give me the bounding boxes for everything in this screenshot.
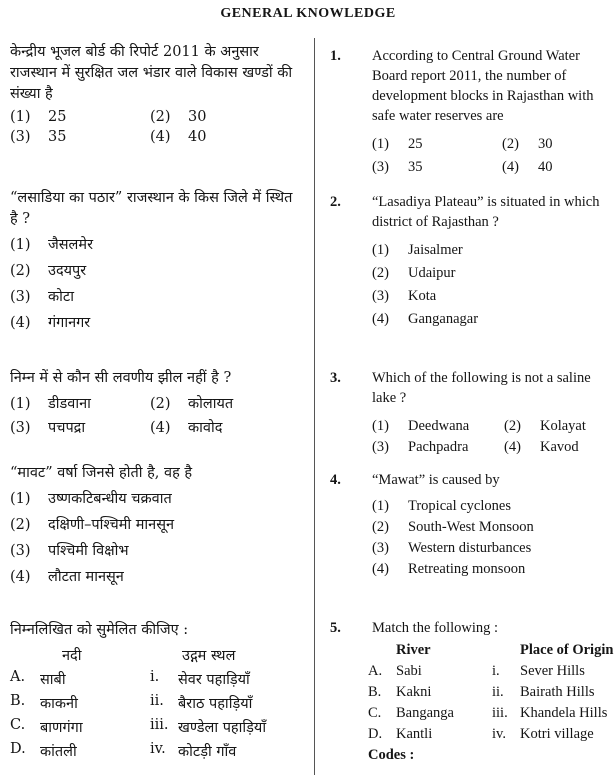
page-title: GENERAL KNOWLEDGE (220, 6, 396, 21)
option-2[interactable] (150, 393, 290, 413)
english-question-1 (330, 46, 616, 186)
question-text: “मावट” वर्षा जिनसे होती है, वह है (10, 465, 193, 481)
option-text: Ganganagar (408, 311, 479, 327)
option-number: (3) (372, 159, 389, 175)
option-3[interactable] (372, 439, 504, 456)
codes-label: Codes : (368, 747, 415, 763)
row-letter: C. (368, 705, 382, 721)
option-2[interactable] (10, 260, 302, 280)
option-2[interactable] (504, 418, 614, 435)
option-text: 40 (188, 129, 207, 145)
origin-place: सेवर पहाड़ियाँ (178, 672, 250, 688)
option-number: (2) (502, 136, 519, 152)
option-text: 35 (408, 159, 423, 175)
row-letter: C. (10, 717, 26, 733)
options (10, 488, 302, 586)
option-number: (3) (372, 288, 389, 304)
row-numeral: ii. (150, 693, 164, 709)
option-text: Western disturbances (408, 540, 532, 556)
question-number: 5. (330, 620, 341, 636)
option-2[interactable] (150, 109, 290, 125)
option-number: (4) (150, 420, 171, 436)
option-text: Retreating monsoon (408, 561, 526, 577)
origin-place: कोटड़ी गाँव (178, 744, 237, 760)
option-text: उष्णकटिबन्धीय चक्रवात (48, 491, 172, 507)
option-text: 40 (538, 159, 553, 175)
option-2[interactable] (10, 514, 302, 534)
options (10, 393, 302, 437)
option-text: उदयपुर (48, 263, 87, 279)
question-number: 4. (330, 472, 341, 488)
option-3[interactable] (372, 159, 502, 176)
option-text: गंगानगर (48, 315, 91, 331)
question-text: According to Central Ground Water Board report 2011, the number of development blocks in Rajasthan with safe water reserves are (372, 48, 594, 124)
river-name: साबी (40, 672, 66, 688)
option-4[interactable] (504, 439, 614, 456)
option-3[interactable] (372, 288, 478, 305)
question-text: “Mawat” is caused by (372, 472, 500, 488)
option-text: Kolayat (540, 418, 586, 434)
option-number: (1) (372, 136, 389, 152)
option-number: (4) (372, 561, 389, 577)
option-2[interactable] (502, 136, 612, 153)
options (372, 242, 478, 328)
hindi-question-3 (10, 368, 302, 437)
option-4[interactable] (150, 129, 290, 145)
hindi-question-4 (10, 463, 302, 586)
hindi-question-2 (10, 188, 302, 332)
option-number: (4) (10, 569, 31, 585)
option-text: Tropical cyclones (408, 498, 511, 514)
row-letter: A. (368, 663, 383, 679)
option-3[interactable] (10, 417, 150, 437)
english-question-2 (330, 192, 616, 342)
river-name: Sabi (396, 663, 422, 679)
option-1[interactable] (10, 393, 150, 413)
question-text: निम्न में से कौन सी लवणीय झील नहीं है ? (10, 370, 232, 386)
option-text: दक्षिणी–पश्चिमी मानसून (48, 517, 175, 533)
hindi-question-1 (10, 42, 302, 145)
options (372, 136, 612, 176)
column-header-river: नदी (62, 648, 82, 664)
option-text: डीडवाना (48, 396, 91, 412)
question-text: “Lasadiya Plateau” is situated in which district of Rajasthan ? (372, 194, 600, 230)
match-table (368, 642, 613, 764)
row-letter: B. (368, 684, 382, 700)
option-2[interactable] (372, 519, 534, 536)
option-number: (3) (10, 289, 31, 305)
option-number: (2) (504, 418, 521, 434)
option-text: 30 (188, 109, 207, 125)
option-3[interactable] (10, 129, 150, 145)
option-3[interactable] (10, 286, 302, 306)
origin-place: Kotri village (520, 726, 594, 742)
option-text: जैसलमेर (48, 237, 93, 253)
option-text: कावोद (188, 420, 223, 436)
option-number: (3) (10, 420, 31, 436)
origin-place: खण्डेला पहाड़ियाँ (178, 720, 267, 736)
english-question-3 (330, 368, 616, 468)
column-divider (314, 38, 315, 775)
option-number: (2) (372, 265, 389, 281)
option-text: लौटता मानसून (48, 569, 124, 585)
row-numeral: iii. (492, 705, 508, 721)
option-number: (2) (10, 263, 31, 279)
option-text: पश्चिमी विक्षोभ (48, 543, 129, 559)
option-number: (1) (372, 242, 389, 258)
option-number: (1) (372, 498, 389, 514)
option-text: Udaipur (408, 265, 456, 281)
option-text: कोलायत (188, 396, 234, 412)
row-numeral: i. (150, 669, 160, 685)
question-number: 3. (330, 370, 341, 386)
option-number: (4) (504, 439, 521, 455)
option-1[interactable] (372, 498, 534, 515)
option-number: (4) (372, 311, 389, 327)
row-letter: D. (10, 741, 26, 757)
option-4[interactable] (372, 561, 534, 578)
question-text: Which of the following is not a saline lake ? (372, 370, 591, 406)
option-1[interactable] (372, 418, 504, 435)
option-text: Pachpadra (408, 439, 469, 455)
option-text: 25 (48, 109, 67, 125)
question-text: निम्नलिखित को सुमेलित कीजिए : (10, 622, 189, 638)
option-2[interactable] (372, 265, 478, 282)
option-number: (1) (10, 491, 31, 507)
origin-place: Khandela Hills (520, 705, 608, 721)
option-3[interactable] (10, 540, 302, 560)
english-question-5 (330, 618, 616, 775)
option-4[interactable] (10, 566, 302, 586)
option-text: कोटा (48, 289, 74, 305)
match-table (10, 645, 302, 761)
option-1[interactable] (372, 242, 478, 259)
row-numeral: ii. (492, 684, 504, 700)
river-name: Kakni (396, 684, 432, 700)
option-number: (3) (10, 129, 31, 145)
option-1[interactable] (10, 109, 150, 125)
row-numeral: iv. (150, 741, 166, 757)
option-number: (2) (150, 109, 171, 125)
question-number: 1. (330, 48, 341, 64)
column-header-origin: उद्गम स्थल (182, 648, 236, 664)
hindi-question-5 (10, 620, 302, 761)
option-1[interactable] (372, 136, 502, 153)
option-text: Kota (408, 288, 437, 304)
question-number: 2. (330, 194, 341, 210)
option-number: (1) (10, 237, 31, 253)
options (10, 234, 302, 332)
row-numeral: iii. (150, 717, 169, 733)
origin-place: Bairath Hills (520, 684, 595, 700)
river-name: काकनी (40, 696, 78, 712)
origin-place: बैराठ पहाड़ियाँ (178, 696, 253, 712)
row-letter: A. (10, 669, 26, 685)
option-number: (1) (10, 109, 31, 125)
column-header-river: River (396, 642, 431, 658)
row-numeral: i. (492, 663, 500, 679)
options (10, 109, 302, 145)
option-number: (2) (10, 517, 31, 533)
row-letter: B. (10, 693, 26, 709)
option-4[interactable] (150, 417, 290, 437)
option-1[interactable] (10, 234, 302, 254)
option-text: 30 (538, 136, 553, 152)
column-header-origin: Place of Origin (520, 642, 614, 658)
option-text: 35 (48, 129, 67, 145)
origin-place: Sever Hills (520, 663, 585, 679)
option-text: Jaisalmer (408, 242, 463, 258)
option-3[interactable] (372, 540, 534, 557)
option-number: (4) (150, 129, 171, 145)
river-name: Kantli (396, 726, 433, 742)
english-question-4 (330, 470, 616, 600)
option-4[interactable] (10, 312, 302, 332)
option-number: (1) (10, 396, 31, 412)
question-text: “लसाडिया का पठार” राजस्थान के किस जिले में स्थित है ? (10, 190, 293, 227)
option-number: (2) (150, 396, 171, 412)
options (372, 418, 614, 456)
option-1[interactable] (10, 488, 302, 508)
question-text: Match the following : (372, 620, 499, 636)
option-4[interactable] (372, 311, 478, 328)
option-number: (4) (502, 159, 519, 175)
option-text: South-West Monsoon (408, 519, 534, 535)
option-number: (2) (372, 519, 389, 535)
option-text: Deedwana (408, 418, 470, 434)
row-numeral: iv. (492, 726, 506, 742)
river-name: Banganga (396, 705, 454, 721)
option-4[interactable] (502, 159, 612, 176)
row-letter: D. (368, 726, 383, 742)
river-name: बाणगंगा (40, 720, 83, 736)
option-text: Kavod (540, 439, 579, 455)
option-text: 25 (408, 136, 423, 152)
option-number: (4) (10, 315, 31, 331)
option-number: (3) (10, 543, 31, 559)
option-number: (3) (372, 540, 389, 556)
option-number: (1) (372, 418, 389, 434)
question-text: केन्द्रीय भूजल बोर्ड की रिपोर्ट 2011 के अनुसार राजस्थान में सुरक्षित जल भंडार वाले विकास खण्डों की संख्या है (10, 44, 293, 102)
option-text: पचपद्रा (48, 420, 86, 436)
options (372, 498, 534, 578)
option-number: (3) (372, 439, 389, 455)
river-name: कांतली (40, 744, 77, 760)
